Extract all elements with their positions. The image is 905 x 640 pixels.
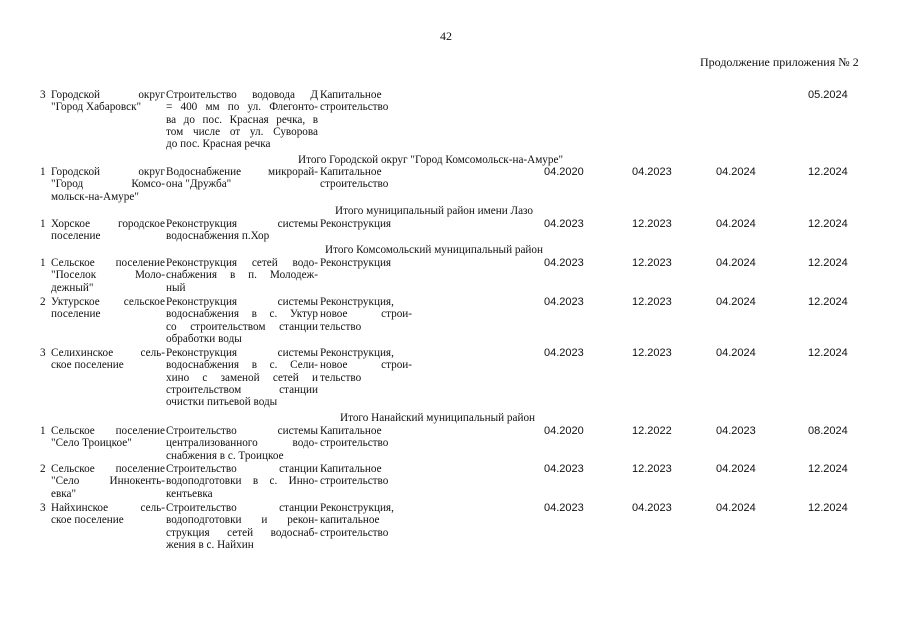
row-desc-line: = 400 мм по ул. Флегонто- — [166, 101, 318, 114]
row-date-d2: 12.2023 — [632, 296, 672, 308]
row-owner-line: евка" — [51, 487, 77, 500]
row-type-line: капитальное — [320, 514, 380, 527]
row-owner-line: "Село Троицкое" — [51, 437, 132, 450]
row-date-d1: 04.2023 — [544, 347, 584, 359]
row-owner-line: Уктурское сельское — [51, 296, 165, 308]
row-type — [320, 347, 412, 384]
row-desc-line: обработки воды — [166, 332, 242, 345]
row-date-d4: 12.2024 — [808, 463, 848, 475]
row-desc-line: водоснабжения п.Хор — [166, 230, 270, 243]
row-date-d4: 12.2024 — [808, 166, 848, 178]
row-number: 3 — [40, 89, 46, 101]
row-desc-line: Строительство станции — [166, 502, 318, 514]
row-number: 1 — [40, 218, 46, 230]
row-desc — [166, 347, 318, 408]
row-number: 1 — [40, 166, 46, 178]
row-type-line: строительство — [320, 475, 389, 488]
row-type-line: новое строи- — [320, 359, 412, 372]
row-owner — [51, 218, 165, 243]
row-desc-line: водоснабжения в с. Уктур — [166, 308, 318, 321]
row-desc-line: жения в с. Найхин — [166, 538, 254, 551]
row-owner-line: ское поселение — [51, 359, 124, 372]
row-desc-line: том числе от ул. Суворова — [166, 125, 318, 138]
row-owner — [51, 166, 165, 203]
row-date-d3: 04.2024 — [716, 463, 756, 475]
row-type — [320, 425, 412, 450]
row-owner — [51, 463, 165, 500]
row-desc — [166, 218, 318, 243]
row-desc — [166, 166, 318, 191]
row-owner — [51, 502, 165, 527]
row-number: 2 — [40, 463, 46, 475]
row-type — [320, 257, 412, 269]
row-desc — [166, 425, 318, 462]
row-desc-line: кентьевка — [166, 487, 213, 500]
row-owner-line: мольск-на-Амуре" — [51, 190, 139, 203]
row-desc — [166, 502, 318, 551]
subtotal-heading: Итого Нанайский муниципальный район — [340, 412, 536, 424]
row-date-d2: 12.2023 — [632, 463, 672, 475]
row-type-line: строительство — [320, 178, 389, 191]
row-desc-line: до пос. Красная речка — [166, 138, 271, 151]
row-type-line: Капитальное — [320, 463, 382, 475]
row-type — [320, 89, 412, 114]
row-number: 3 — [40, 347, 46, 359]
row-date-d4: 08.2024 — [808, 425, 848, 437]
row-number: 2 — [40, 296, 46, 308]
row-type-line: Капитальное — [320, 89, 382, 101]
row-owner-line: ское поселение — [51, 514, 124, 527]
row-owner-line: Сельское поселение — [51, 425, 165, 437]
row-desc-line: строительством станции — [166, 383, 318, 396]
row-desc-line: Строительство системы — [166, 425, 318, 437]
row-type — [320, 502, 412, 539]
row-date-d4: 12.2024 — [808, 502, 848, 514]
row-date-d2: 12.2023 — [632, 218, 672, 230]
row-desc-line: ва до пос. Красная речка, в — [166, 113, 318, 126]
row-date-d3: 04.2024 — [716, 257, 756, 269]
row-number: 3 — [40, 502, 46, 514]
subtotal-heading: Итого Городской округ "Город Комсомольск-на-Амуре" — [298, 154, 564, 166]
row-owner-line: Хорское городское — [51, 218, 165, 230]
row-desc-line: Водоснабжение микрорай- — [166, 166, 318, 178]
row-owner-line: поселение — [51, 230, 101, 243]
page-number: 42 — [440, 29, 452, 43]
row-desc — [166, 296, 318, 345]
row-desc-line: централизованного водо- — [166, 437, 318, 450]
row-desc-line: Строительство станции — [166, 463, 318, 475]
row-desc-line: ный — [166, 281, 186, 294]
row-desc-line: снабжения в с. Троицкое — [166, 449, 284, 462]
row-date-d1: 04.2023 — [544, 502, 584, 514]
row-owner-line: Сельское поселение — [51, 463, 165, 475]
row-date-d1: 04.2020 — [544, 166, 584, 178]
row-desc-line: Реконструкция системы — [166, 296, 318, 308]
row-date-d4: 05.2024 — [808, 89, 848, 101]
row-type-line: Реконструкция — [320, 257, 392, 269]
row-date-d3: 04.2024 — [716, 502, 756, 514]
row-owner-line: Селихинское сель- — [51, 347, 165, 359]
row-owner — [51, 89, 165, 114]
subtotal-heading: Итого муниципальный район имени Лазо — [335, 205, 533, 217]
row-type-line: Реконструкция, — [320, 296, 394, 308]
row-desc-line: Реконструкция сетей водо- — [166, 257, 318, 269]
row-number: 1 — [40, 425, 46, 437]
row-owner-line: Сельское поселение — [51, 257, 165, 269]
row-date-d3: 04.2024 — [716, 296, 756, 308]
row-desc-line: струкция сетей водоснаб- — [166, 526, 318, 539]
row-type-line: строительство — [320, 526, 389, 539]
row-owner-line: Городской округ — [51, 166, 165, 178]
row-type — [320, 296, 412, 333]
row-desc — [166, 89, 318, 150]
row-owner-line: Найхинское сель- — [51, 502, 165, 514]
row-type-line: Реконструкция, — [320, 347, 394, 359]
row-date-d4: 12.2024 — [808, 218, 848, 230]
row-date-d4: 12.2024 — [808, 257, 848, 269]
row-type-line: Капитальное — [320, 166, 382, 178]
row-owner — [51, 257, 165, 294]
row-date-d2: 12.2022 — [632, 425, 672, 437]
row-date-d1: 04.2023 — [544, 296, 584, 308]
row-date-d3: 04.2024 — [716, 166, 756, 178]
row-type-line: строительство — [320, 101, 389, 114]
row-number: 1 — [40, 257, 46, 269]
row-date-d2: 12.2023 — [632, 347, 672, 359]
row-date-d2: 04.2023 — [632, 166, 672, 178]
row-date-d3: 04.2024 — [716, 218, 756, 230]
row-type-line: новое строи- — [320, 308, 412, 321]
row-date-d2: 04.2023 — [632, 502, 672, 514]
row-owner-line: "Поселок Моло- — [51, 269, 165, 282]
appendix-continuation-header: Продолжение приложения № 2 — [700, 55, 859, 69]
row-date-d1: 04.2023 — [544, 218, 584, 230]
row-desc-line: хино с заменой сетей и — [166, 371, 318, 384]
row-owner — [51, 347, 165, 372]
row-date-d2: 12.2023 — [632, 257, 672, 269]
row-type-line: тельство — [320, 371, 362, 384]
row-date-d3: 04.2024 — [716, 347, 756, 359]
row-owner — [51, 425, 165, 450]
row-date-d1: 04.2023 — [544, 463, 584, 475]
row-owner-line: "Город Хабаровск" — [51, 101, 142, 114]
row-desc-line: Реконструкция системы — [166, 218, 318, 230]
row-date-d4: 12.2024 — [808, 296, 848, 308]
row-owner-line: "Город Комсо- — [51, 178, 165, 191]
row-date-d4: 12.2024 — [808, 347, 848, 359]
row-desc-line: снабжения в п. Молодеж- — [166, 269, 318, 282]
row-type-line: Капитальное — [320, 425, 382, 437]
row-desc-line: Реконструкция системы — [166, 347, 318, 359]
row-desc-line: со строительством станции — [166, 320, 318, 333]
row-type-line: Реконструкция — [320, 218, 392, 230]
row-type-line: тельство — [320, 320, 362, 333]
row-owner-line: "Село Иннокенть- — [51, 475, 165, 488]
row-desc-line: Строительство водовода Д — [166, 89, 318, 101]
row-type — [320, 218, 412, 230]
row-owner — [51, 296, 165, 321]
row-type-line: строительство — [320, 437, 389, 450]
subtotal-heading: Итого Комсомольский муниципальный район — [325, 244, 543, 256]
row-owner-line: Городской округ — [51, 89, 165, 101]
row-desc-line: водоподготовки в с. Инно- — [166, 475, 318, 488]
row-date-d1: 04.2023 — [544, 257, 584, 269]
row-desc-line: она "Дружба" — [166, 178, 232, 191]
row-owner-line: поселение — [51, 308, 101, 321]
row-desc — [166, 463, 318, 500]
row-desc-line: очистки питьевой воды — [166, 396, 278, 409]
row-type — [320, 463, 412, 488]
row-date-d1: 04.2020 — [544, 425, 584, 437]
row-owner-line: дежный" — [51, 281, 94, 294]
row-desc — [166, 257, 318, 294]
row-type-line: Реконструкция, — [320, 502, 394, 514]
row-type — [320, 166, 412, 191]
row-desc-line: водоподготовки и рекон- — [166, 514, 318, 527]
row-date-d3: 04.2023 — [716, 425, 756, 437]
row-desc-line: водоснабжения в с. Сели- — [166, 359, 318, 372]
